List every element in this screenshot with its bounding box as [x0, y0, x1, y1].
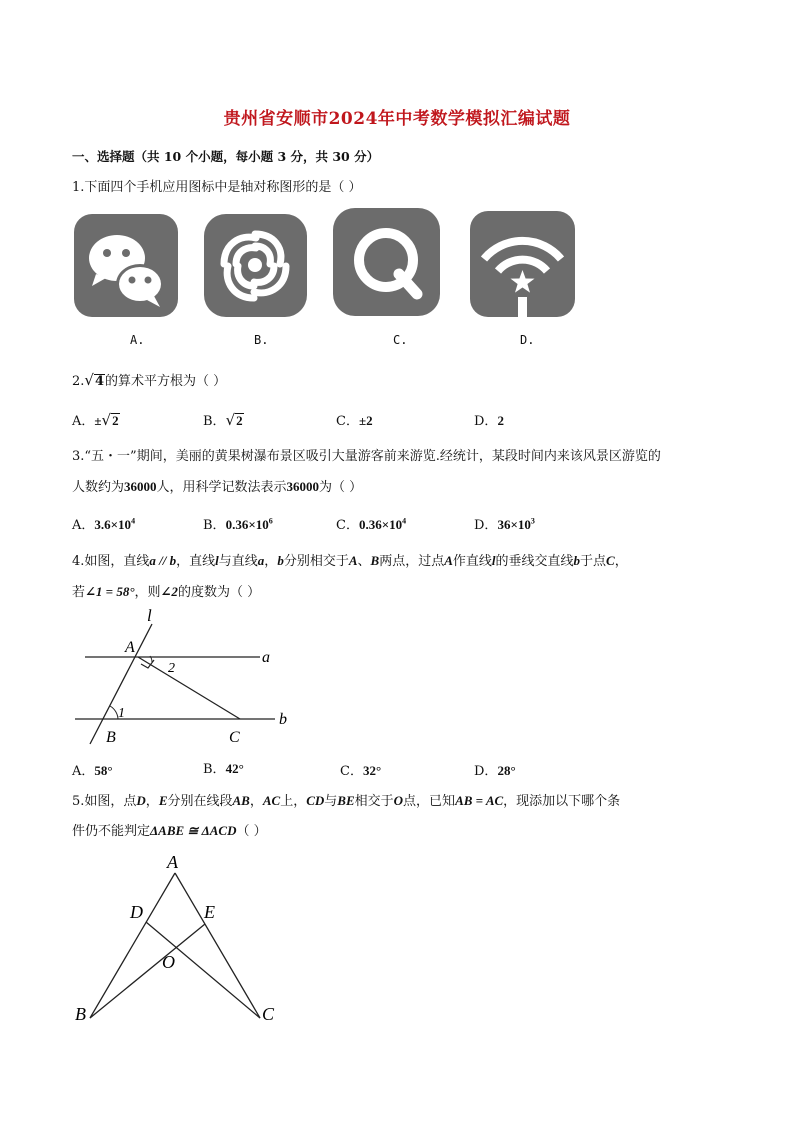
question-2-stem: 2.√4的算术平方根为（ ）: [72, 371, 227, 389]
label-1: 1: [118, 706, 125, 721]
question-5-line1: 5.如图，点D，E分别在线段AB，AC上，CD与BE相交于O点，已知AB = AC，现添加以下哪个条: [72, 793, 621, 809]
wifi-star-icon[interactable]: [470, 211, 575, 317]
question-number: 2.: [72, 374, 85, 389]
page-title: 贵州省安顺市2024年中考数学模拟汇编试题: [223, 109, 571, 129]
label-B: B: [106, 729, 116, 746]
geometry-figure-q5: [70, 848, 290, 1028]
q4-option-b: B．42°: [203, 761, 244, 777]
question-5-line2: 件仍不能判定ΔABE ≅ ΔACD（ ）: [72, 823, 267, 839]
q2-option-c: C．±2: [336, 413, 373, 429]
option-d-label: D.: [520, 333, 535, 347]
geometry-figure-q4: [70, 604, 300, 749]
label-B: B: [75, 1004, 86, 1024]
q3-option-c: C．$0.36\times 10^4$: [336, 516, 407, 533]
option-c-label: C.: [393, 333, 408, 347]
q4-option-c: C．32°: [340, 763, 382, 779]
q4-option-a: A．58°: [72, 763, 113, 779]
question-3-line1: 3.“五・一”期间，美丽的黄果树瀑布景区吸引大量游客前来游览.经统计，某段时间内来该风景区游览的: [72, 449, 661, 464]
label-E: E: [204, 902, 215, 922]
label-O: O: [162, 952, 175, 972]
wechat-icon[interactable]: [74, 214, 178, 317]
question-3-line2: 人数约为36000人，用科学记数法表示36000为（ ）: [72, 479, 363, 495]
q2-option-d: D．2: [474, 413, 504, 429]
q4-option-d: D．28°: [474, 763, 516, 779]
q2-option-a: A．±√2: [72, 411, 119, 429]
label-C: C: [262, 1004, 275, 1024]
label-D: D: [130, 902, 143, 922]
label-b: b: [279, 711, 287, 728]
q-search-icon[interactable]: [333, 208, 440, 316]
q3-option-a: A．$3.6\times 10^4$: [72, 516, 136, 533]
label-A: A: [167, 852, 178, 872]
option-b-label: B.: [254, 333, 269, 347]
label-a: a: [262, 649, 270, 666]
question-4-line1: 4.如图，直线a // b，直线l与直线a，b分别相交于A、B两点，过点A作直线l的垂线交直线b于点C，: [72, 553, 628, 569]
question-4-line2: 若∠1 = 58°，则∠2的度数为（ ）: [72, 584, 261, 600]
question-1-stem: 1.下面四个手机应用图标中是轴对称图形的是（ ）: [72, 180, 362, 195]
label-l: l: [147, 606, 152, 625]
label-A: A: [125, 639, 135, 656]
q3-option-d: D．$36\times 10^3$: [474, 516, 535, 533]
spiral-icon[interactable]: [204, 214, 307, 317]
section-heading: 一、选择题（共 10 个小题，每小题 3 分，共 30 分）: [72, 149, 380, 164]
sqrt-radicand: 4: [94, 374, 105, 389]
label-2: 2: [168, 661, 175, 676]
q2-option-b: B．√2: [203, 411, 243, 429]
question-2-text: 的算术平方根为（ ）: [105, 374, 227, 389]
option-a-label: A.: [130, 333, 145, 347]
label-C: C: [229, 729, 240, 746]
q3-option-b: B．$0.36\times 10^6$: [203, 516, 273, 533]
